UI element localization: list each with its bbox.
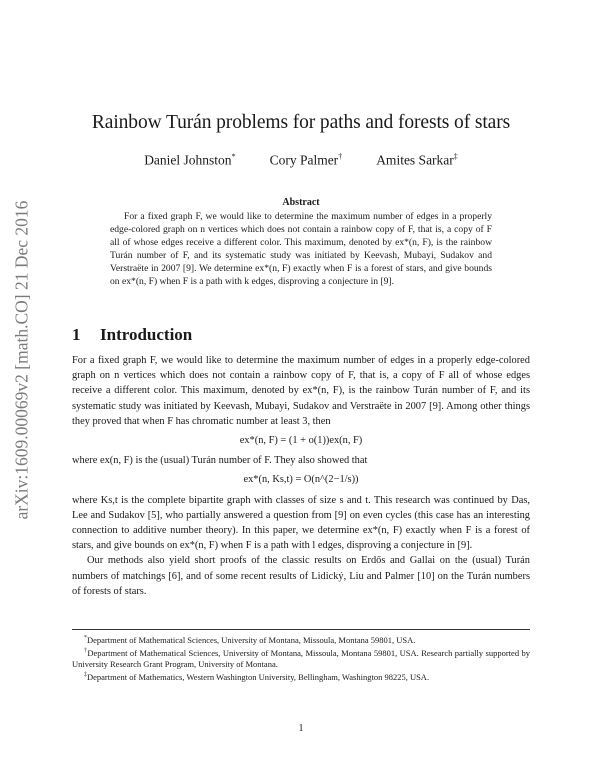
- section-heading: [72, 325, 192, 345]
- paragraph: Our methods also yield short proofs of the classic results on Erdős and Gallai on the (usual) Turán numbers of matchings [6], and of some recent results of Lidický, Liu and Palmer [10] on the Turán numbers of forests of stars.: [72, 555, 530, 597]
- footnote: *Department of Mathematical Sciences, University of Montana, Missoula, Montana 59801, USA.: [84, 634, 416, 645]
- body-text: [72, 353, 530, 599]
- footnotes: [72, 629, 530, 683]
- arxiv-stamp: [0, 150, 44, 570]
- paragraph: For a fixed graph F, we would like to determine the maximum number of edges in a properly edge-colored graph on n vertices which does not contain a rainbow copy of F, that is, a copy of F all of whose edges receive a different color. This maximum, denoted by ex*(n, F), is the rainbow Turán number of F, and its systematic study was initiated by Keevash, Mubayi, Sudakov and Verstraëte in 2007 [9]. Among other things they proved that when F has chromatic number at least 3, then: [72, 355, 530, 427]
- author: Cory Palmer†: [269, 152, 343, 168]
- section-title: Introduction: [100, 325, 193, 344]
- equation: ex*(n, Ks,t) = O(n^(2−1/s)): [243, 474, 359, 486]
- equation: ex*(n, F) = (1 + o(1))ex(n, F): [239, 435, 363, 447]
- author-list: [72, 152, 530, 169]
- paragraph: where Ks,t is the complete bipartite graph with classes of size s and t. This research was continued by Das, Lee and Sudakov [5], who partially answered a question from [9] on even cycles (this case has an interesting connection to additive number theory). In this paper, we determine ex*(n, F) exactly when F is a forest of stars, and give bounds on ex*(n, F) when F is a path with l edges, disproving a conjecture in [9].: [72, 494, 530, 552]
- footnote: †Department of Mathematical Sciences, University of Montana, Missoula, Montana 59801, USA. Research partially supported by University Research Grant Program, University of Montana.: [72, 647, 530, 670]
- section-number: 1: [72, 325, 81, 344]
- abstract: [110, 210, 492, 289]
- author: Daniel Johnston*: [144, 152, 236, 168]
- page-number: 1: [298, 723, 304, 734]
- arxiv-id: arXiv:1609.00069v2 [math.CO] 21 Dec 2016: [11, 200, 32, 520]
- paper-title: Rainbow Turán problems for paths and forests of stars: [91, 112, 511, 133]
- footnote: ‡Department of Mathematics, Western Washington University, Bellingham, Washington 98225, USA.: [84, 672, 430, 683]
- abstract-text: For a fixed graph F, we would like to determine the maximum number of edges in a properly edge-colored graph on n vertices which does not contain a rainbow copy of F, that is, a copy of F all of whose edges receive a different color. This maximum, denoted by ex*(n, F), is the rainbow Turán number of F, and its systematic study was initiated by Keevash, Mubayi, Sudakov and Verstraëte in 2007 [9]. We determine ex*(n, F) exactly when F is a forest of stars, and give bounds on ex*(n, F) when F is a path with k edges, disproving a conjecture in [9].: [110, 211, 492, 288]
- paragraph: where ex(n, F) is the (usual) Turán number of F. They also showed that: [72, 455, 368, 467]
- author: Amites Sarkar‡: [376, 152, 458, 168]
- abstract-heading: Abstract: [282, 197, 320, 208]
